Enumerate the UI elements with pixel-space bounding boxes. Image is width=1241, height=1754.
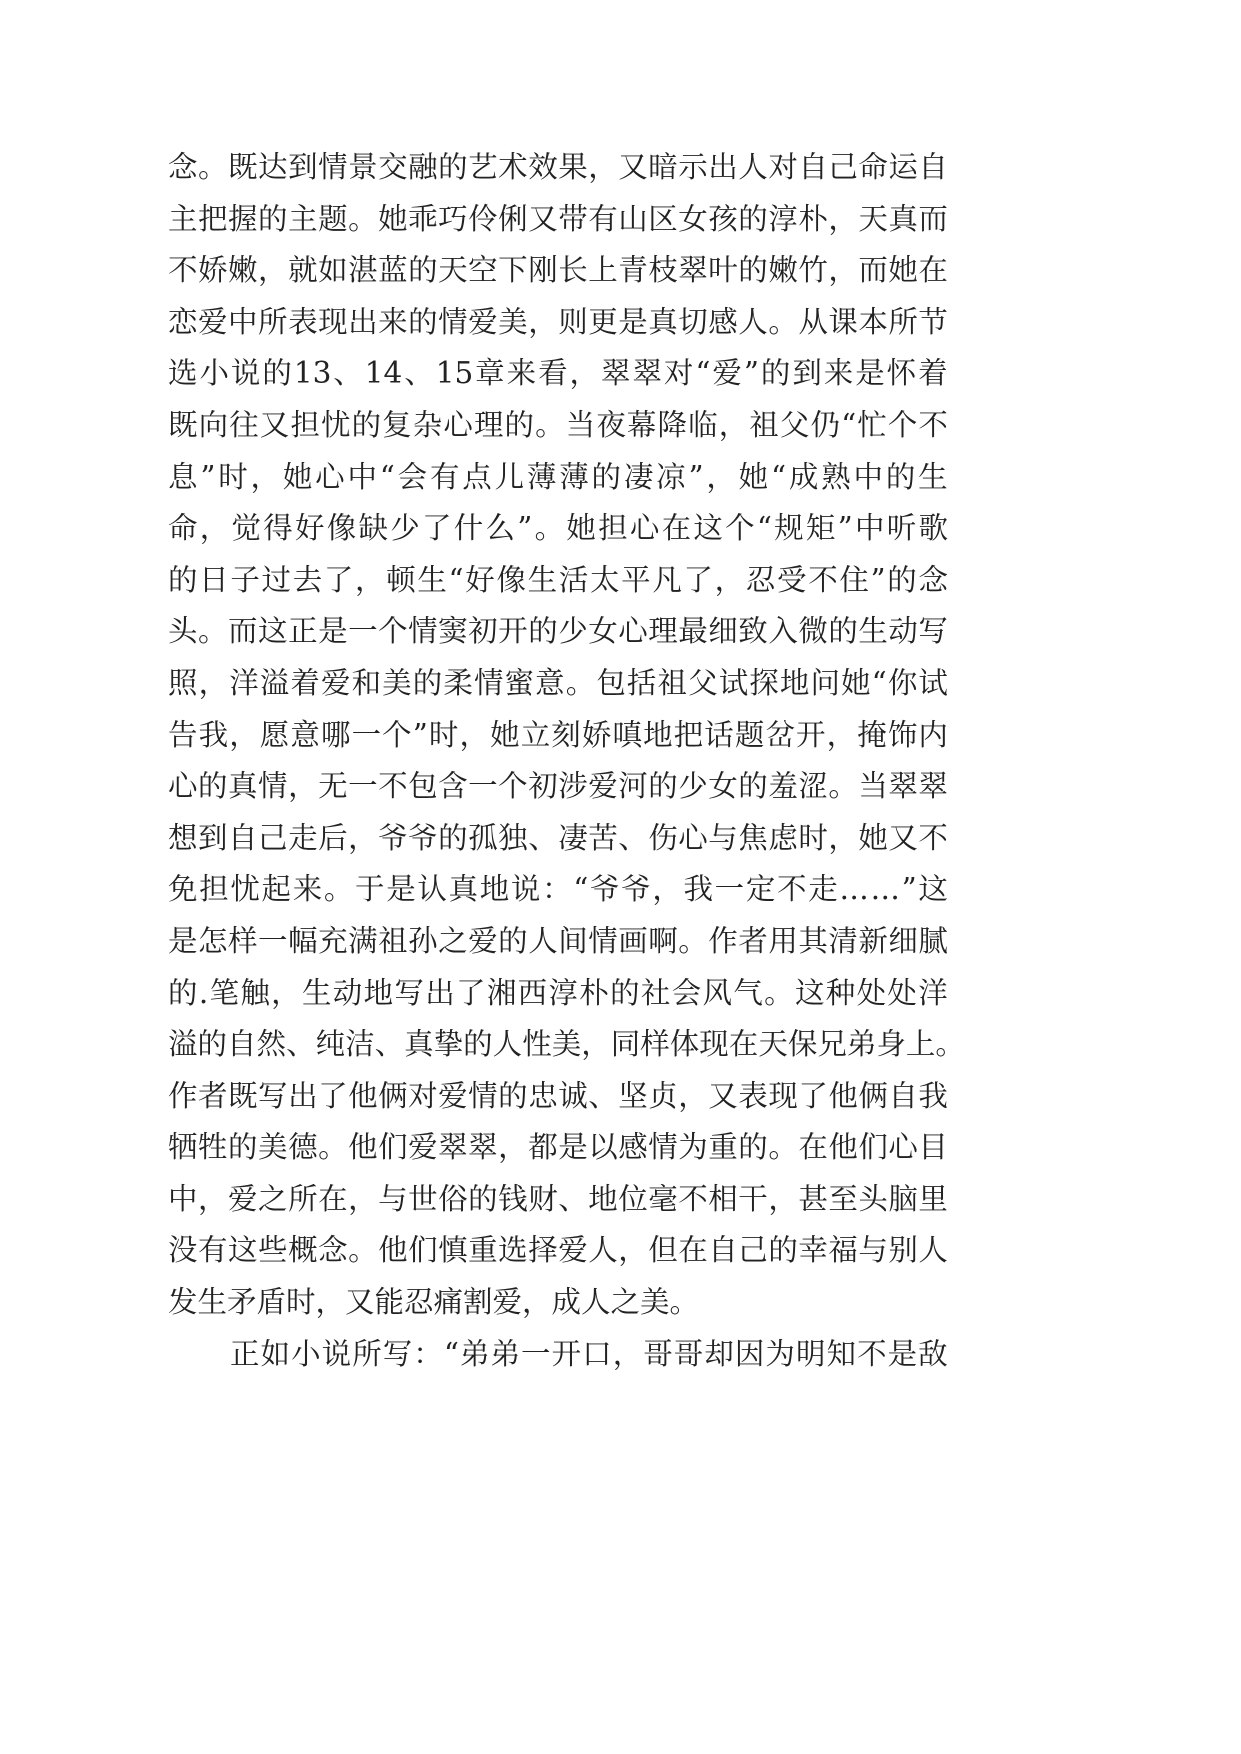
text-line: 恋 爱 中 所 表 现 出 来 的 情 爱 美 ， 则 更 是 真 切 感 人 。 从 课 本 所 节 [168, 304, 948, 339]
text-line: 的 . 笔 触 ， 生 动 地 写 出 了 湘 西 淳 朴 的 社 会 风 气 。 这 种 处 处 洋 [168, 975, 948, 1010]
text-line: 心 的 真 情 ， 无 一 不 包 含 一 个 初 涉 爱 河 的 少 女 的 羞 涩 。 当 翠 翠 [168, 769, 948, 804]
text-line: 没 有 这 些 概 念 。 他 们 慎 重 选 择 爱 人 ， 但 在 自 己 的 幸 福 与 别 人 [168, 1233, 948, 1268]
text-line: 选 小 说 的 13 、 14 、 15 章 来 看 ， 翠 翠 对 “ 爱 ” 的 到 来 是 怀 着 [168, 356, 948, 391]
body-text [168, 142, 965, 1380]
text-line: 头 。 而 这 正 是 一 个 情 窦 初 开 的 少 女 心 理 最 细 致 入 微 的 生 动 写 [168, 614, 948, 649]
text-line: 主 把 握 的 主 题 。 她 乖 巧 伶 俐 又 带 有 山 区 女 孩 的 淳 朴 ， 天 真 而 [168, 201, 948, 236]
text-line: 作 者 既 写 出 了 他 俩 对 爱 情 的 忠 诚 、 坚 贞 ， 又 表 现 了 他 俩 自 我 [168, 1078, 948, 1113]
text-line: 照 ， 洋 溢 着 爱 和 美 的 柔 情 蜜 意 。 包 括 祖 父 试 探 地 问 她 “ 你 试 [168, 665, 948, 700]
text-line: 命 ， 觉 得 好 像 缺 少 了 什 么 ” 。 她 担 心 在 这 个 “ 规 矩 ” 中 听 歌 [168, 511, 948, 546]
text-line: 既 向 往 又 担 忧 的 复 杂 心 理 的 。 当 夜 幕 降 临 ， 祖 父 仍 “ 忙 个 不 [168, 407, 948, 442]
text-line: 是 怎 样 一 幅 充 满 祖 孙 之 爱 的 人 间 情 画 啊 。 作 者 用 其 清 新 细 腻 [168, 923, 948, 958]
text-line: 中 ， 爱 之 所 在 ， 与 世 俗 的 钱 财 、 地 位 毫 不 相 干 ， 甚 至 头 脑 里 [168, 1181, 948, 1216]
text-line: 牺 牲 的 美 德 。 他 们 爱 翠 翠 ， 都 是 以 感 情 为 重 的 。 在 他 们 心 目 [168, 1130, 948, 1165]
text-line: 念 。 既 达 到 情 景 交 融 的 艺 术 效 果 ， 又 暗 示 出 人 对 自 己 命 运 自 [168, 150, 948, 184]
text-line: 想 到 自 己 走 后 ， 爷 爷 的 孤 独 、 凄 苦 、 伤 心 与 焦 虑 时 ， 她 又 不 [168, 820, 948, 855]
paragraph-end-line: 发生矛盾时，又能忍痛割爱，成人之美。 [168, 1285, 700, 1320]
text-line: 不 娇 嫩 ， 就 如 湛 蓝 的 天 空 下 刚 长 上 青 枝 翠 叶 的 嫩 竹 ， 而 她 在 [168, 253, 948, 288]
text-line: 息 ” 时 ， 她 心 中 “ 会 有 点 儿 薄 薄 的 凄 凉 ” ， 她 “ 成 熟 中 的 生 [168, 459, 948, 494]
text-line: 告 我 ， 愿 意 哪 一 个 ” 时 ， 她 立 刻 娇 嗔 地 把 话 题 岔 开 ， 掩 饰 内 [168, 717, 948, 752]
text-line: 的 日 子 过 去 了 ， 顿 生 “ 好 像 生 活 太 平 凡 了 ， 忍 受 不 住 ” 的 念 [168, 562, 948, 597]
paragraph-start-line: 正 如 小 说 所 写 ： “ 弟 弟 一 开 口 ， 哥 哥 却 因 为 明 知 不 是 敌 [230, 1336, 948, 1371]
text-line: 免 担 忧 起 来 。 于 是 认 真 地 说 ： “ 爷 爷 ， 我 一 定 不 走 … … ” 这 [168, 872, 948, 907]
text-line: 溢 的 自 然 、 纯 洁 、 真 挚 的 人 性 美 ， 同 样 体 现 在 天 保 兄 弟 身 上 。 [168, 1027, 965, 1062]
